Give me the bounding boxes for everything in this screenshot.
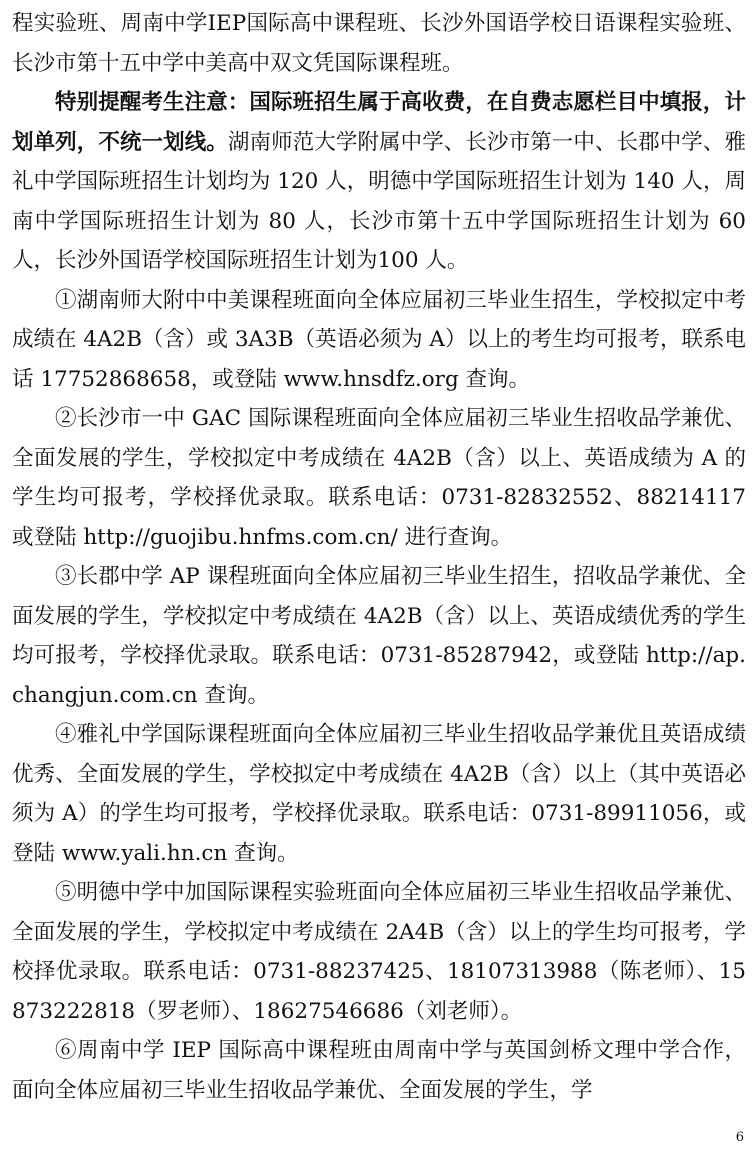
paragraph-item-4 xyxy=(12,715,746,873)
paragraph-text: ⑤明德中学中加国际课程实验班面向全体应届初三毕业生招收品学兼优、全面发展的学生，学校拟定中考成绩在 2A4B（含）以上的学生均可报考，学校择优录取。联系电话：0731-88237425、18107313988（陈老师）、15873222818（罗老师）、18627546686（刘老师）。 xyxy=(12,880,746,1024)
paragraph-text: ④雅礼中学国际课程班面向全体应届初三毕业生招收品学兼优且英语成绩优秀、全面发展的学生，学校拟定中考成绩在 4A2B（含）以上（其中英语必须为 A）的学生均可报考，学校择优录取。联系电话：0731-89911056，或登陆 www.yali.hn.cn 查询。 xyxy=(12,722,746,866)
paragraph-item-6 xyxy=(12,1031,746,1110)
paragraph-item-2 xyxy=(12,399,746,557)
page-number: 6 xyxy=(735,1130,744,1145)
paragraph-text: ①湖南师大附中中美课程班面向全体应届初三毕业生招生，学校拟定中考成绩在 4A2B（含）或 3A3B（英语必须为 A）以上的考生均可报考，联系电话 17752868658，或登陆 www.hnsdfz.org 查询。 xyxy=(12,287,746,392)
paragraph-text: 程实验班、周南中学IEP国际高中课程班、长沙外国语学校日语课程实验班、长沙市第十五中学中美高中双文凭国际课程班。 xyxy=(12,11,746,76)
paragraph-text: ③长郡中学 AP 课程班面向全体应届初三毕业生招生，招收品学兼优、全面发展的学生，学校拟定中考成绩在 4A2B（含）以上、英语成绩优秀的学生均可报考，学校择优录取。联系电话：0731-85287942，或登陆 http://ap.changjun.com.cn 查询。 xyxy=(12,564,746,708)
paragraph-item-1 xyxy=(12,281,746,400)
paragraph-text: 湖南师范大学附属中学、长沙市第一中、长郡中学、雅礼中学国际班招生计划均为 120 人，明德中学国际班招生计划为 140 人，周南中学国际班招生计划为 80 人，长沙市第十五中学国际班招生计划为 60 人，长沙外国语学校国际班招生计划为100 人。 xyxy=(12,129,746,273)
paragraph-item-5 xyxy=(12,873,746,1031)
bold-notice-text: 特别提醒考生注意：国际班招生属于高收费，在自费志愿栏目中填报，计划单列，不统一划线。 xyxy=(12,90,746,155)
paragraph-continuation xyxy=(12,4,746,83)
paragraph-international-notice xyxy=(12,83,746,281)
paragraph-item-3 xyxy=(12,557,746,715)
paragraph-text: ⑥周南中学 IEP 国际高中课程班由周南中学与英国剑桥文理中学合作，面向全体应届初三毕业生招收品学兼优、全面发展的学生，学 xyxy=(12,1038,746,1103)
paragraph-text: ②长沙市一中 GAC 国际课程班面向全体应届初三毕业生招收品学兼优、全面发展的学生，学校拟定中考成绩在 4A2B（含）以上、英语成绩为 A 的学生均可报考，学校择优录取。联系电话：0731-82832552、88214117 或登陆 http://guojibu.hnfms.com.cn/ 进行查询。 xyxy=(12,406,746,550)
document-page xyxy=(12,4,746,1110)
